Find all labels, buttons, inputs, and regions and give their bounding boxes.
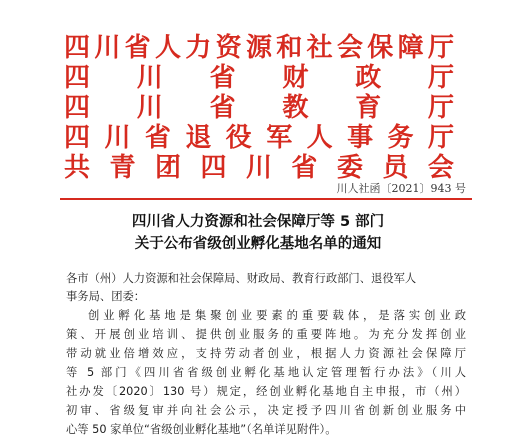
issuer-char: 四	[64, 93, 91, 123]
issuer-char: 省	[209, 93, 236, 123]
issuer-char: 委	[336, 153, 363, 183]
issuer-char: 四	[64, 33, 91, 63]
issuer-char: 四	[64, 63, 91, 93]
paragraph-line-5: 社办发〔2020〕130 号）规定，经创业孵化基地自主申报，市（州）	[66, 385, 466, 398]
issuer-char: 省	[124, 33, 151, 63]
issuer-char: 财	[282, 63, 309, 93]
notice-title-line2: 关于公布省级创业孵化基地名单的通知	[134, 236, 382, 252]
issuer-char: 务	[387, 123, 414, 153]
issuer-char: 会	[336, 33, 363, 63]
issuer-char: 退	[185, 123, 212, 153]
issuer-char: 川	[136, 93, 163, 123]
issuer-char: 力	[185, 33, 212, 63]
recipients-line1: 各市（州）人力资源和社会保障局、财政局、教育行政部门、退役军人	[66, 272, 417, 285]
issuer-char: 源	[245, 33, 272, 63]
issuer-char: 育	[355, 93, 382, 123]
issuer-char: 教	[282, 93, 309, 123]
issuer-char: 四	[200, 153, 227, 183]
issuer-char: 政	[355, 63, 382, 93]
issuer-char: 川	[136, 63, 163, 93]
issuer-line-finance	[64, 63, 454, 93]
issuer-char: 共	[64, 153, 91, 183]
issuer-char: 省	[209, 63, 236, 93]
issuer-char: 资	[215, 33, 242, 63]
issuer-char: 厅	[427, 33, 454, 63]
issuer-char: 四	[64, 123, 91, 153]
issuer-line-youth-league	[64, 153, 454, 183]
issuer-char: 川	[94, 33, 121, 63]
issuer-char: 团	[154, 153, 181, 183]
notice-title-line1: 四川省人力资源和社会保障厅等 5 部门	[131, 214, 385, 230]
issuer-char: 社	[306, 33, 333, 63]
paragraph-line-4: 等 5 部门《四川省省级创业孵化基地认定管理暂行办法》（川人	[66, 366, 466, 379]
issuer-char: 川	[245, 153, 272, 183]
issuer-char: 障	[397, 33, 424, 63]
issuer-char: 会	[427, 153, 454, 183]
issuer-char: 和	[276, 33, 303, 63]
paragraph-line-7: 心等 50 家单位“省级创业孵化基地”（名单详见附件）。	[66, 423, 337, 436]
document-number: 川人社函〔2021〕943 号	[336, 182, 466, 195]
issuer-line-veterans	[64, 123, 454, 153]
paragraph-line-1: 创业孵化基地是集聚创业要素的重要载体，是落实创业政	[88, 309, 466, 322]
issuer-char: 人	[306, 123, 333, 153]
issuer-char: 员	[382, 153, 409, 183]
recipients-line2: 事务局、团委：	[66, 290, 146, 303]
paragraph-line-3: 带动就业倍增效应，支持劳动者创业，根据人力资源社会保障厅	[66, 347, 466, 360]
issuer-char: 省	[144, 123, 171, 153]
issuer-line-hrss	[64, 33, 454, 63]
paragraph-line-6: 初审、省级复审并向社会公示，决定授予四川省创新创业服务中	[66, 404, 466, 417]
issuer-line-education	[64, 93, 454, 123]
issuer-char: 军	[266, 123, 293, 153]
issuer-char: 事	[347, 123, 374, 153]
issuer-char: 厅	[427, 123, 454, 153]
issuer-char: 省	[291, 153, 318, 183]
issuer-char: 川	[104, 123, 131, 153]
issuer-char: 人	[154, 33, 181, 63]
issuer-char: 厅	[427, 93, 454, 123]
issuer-char: 厅	[427, 63, 454, 93]
issuer-char: 青	[109, 153, 136, 183]
issuer-char: 保	[367, 33, 394, 63]
red-divider-line	[60, 198, 472, 200]
issuer-char: 役	[225, 123, 252, 153]
paragraph-line-2: 策、开展创业培训、提供创业服务的重要阵地。为充分发挥创业	[66, 328, 466, 341]
